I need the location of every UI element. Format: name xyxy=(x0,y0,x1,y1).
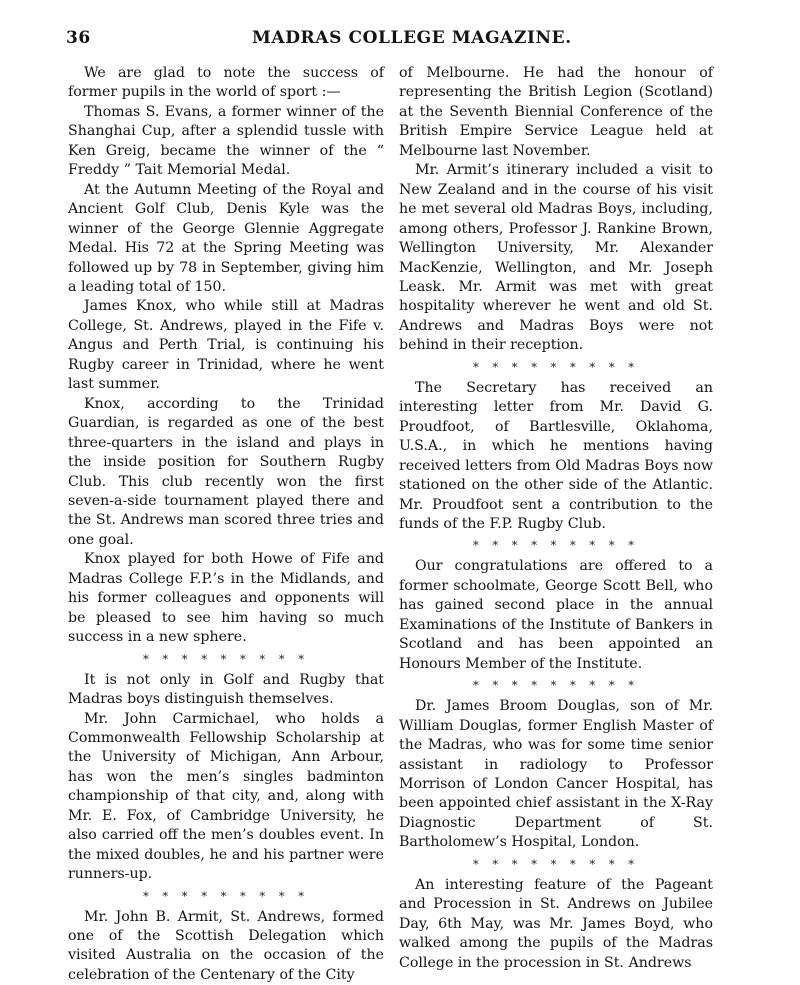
section-separator: * * * * * * * * * xyxy=(143,888,309,903)
paragraph: Our congratulations are offered to a former schoolmate, George Scott Bell, who has gained second place in the annual Examinations of the Institute of Bankers in Scotland and has been appointed an Honours Member of the Institute. xyxy=(399,558,713,672)
paragraph: James Knox, who while still at Madras College, St. Andrews, played in the Fife v. Angus and Perth Trial, is continuing his Rugby career in Trinidad, where he went last summer. xyxy=(68,298,384,393)
paragraph: Knox, according to the Trinidad Guardian, is regarded as one of the best three-quarters in the island and plays in the inside position for Southern Rugby Club. This club recently won the first seven-a-side tournament played there and the St. Andrews man scored three tries and one goal. xyxy=(68,395,384,548)
paragraph: It is not only in Golf and Rugby that Madras boys distinguish themselves. xyxy=(68,671,384,708)
paragraph: Mr. Armit’s itinerary included a visit to New Zealand and in the course of his visit he met several old Madras Boys, including, among others, Professor J. Rankine Brown, Wellington University, Mr. Alexander MacKenzie, Wellington, and Mr. Joseph Leask. Mr. Armit was met with great hospitality wherever he went and old St. Andrews and Madras Boys were not behind in their reception. xyxy=(399,162,713,354)
section-separator: * * * * * * * * * xyxy=(473,856,639,871)
section-separator: * * * * * * * * * xyxy=(143,651,309,666)
right-column xyxy=(399,64,713,971)
left-column xyxy=(68,64,384,983)
section-separator: * * * * * * * * * xyxy=(473,538,639,553)
paragraph: Mr. John Carmichael, who holds a Commonwealth Fellowship Scholarship at the University of Michigan, Ann Arbour, has won the men’s singles badminton championship of that city, and, along with Mr. E. Fox, of Cambridge University, he also carried off the men’s doubles event. In the mixed doubles, he and his partner were runners-up. xyxy=(68,710,384,883)
paragraph: An interesting feature of the Pageant and Procession in St. Andrews on Jubilee Day, 6th May, was Mr. James Boyd, who walked among the pupils of the Madras College in the procession in St. Andrews xyxy=(399,876,713,971)
paragraph-continued: of Melbourne. He had the honour of representing the British Legion (Scotland) at the Seventh Biennial Conference of the British Empire Service League held at Melbourne last November. xyxy=(399,65,713,159)
paragraph: Knox played for both Howe of Fife and Madras College F.P.’s in the Midlands, and his former colleagues and opponents will be pleased to see him having so much success in a new sphere. xyxy=(68,551,384,646)
paragraph: The Secretary has received an interesting letter from Mr. David G. Proudfoot, of Bartlesville, Oklahoma, U.S.A., in which he mentions having received letters from Old Madras Boys now stationed on the other side of the Atlantic. Mr. Proudfoot sent a contribution to the funds of the F.P. Rugby Club. xyxy=(399,379,713,532)
paragraph: Thomas S. Evans, a former winner of the Shanghai Cup, after a splendid tussle with Ken Greig, became the winner of the “ Freddy ” Tait Memorial Medal. xyxy=(68,103,384,179)
page-number: 36 xyxy=(66,28,91,48)
running-head: MADRAS COLLEGE MAGAZINE. xyxy=(252,28,572,48)
paragraph: Dr. James Broom Douglas, son of Mr. William Douglas, former English Master of the Madras, who was for some time senior assistant in radiology to Professor Morrison of London Cancer Hospital, has been appointed chief assistant in the X-Ray Diagnostic Department of St. Bartholomew’s Hospital, London. xyxy=(399,698,713,851)
page-header xyxy=(0,0,800,60)
section-separator: * * * * * * * * * xyxy=(473,359,639,374)
paragraph: We are glad to note the success of former pupils in the world of sport :— xyxy=(68,65,384,101)
paragraph: At the Autumn Meeting of the Royal and Ancient Golf Club, Denis Kyle was the winner of the George Glennie Aggregate Medal. His 72 at the Spring Meeting was followed up by 78 in September, giving him a leading total of 150. xyxy=(68,181,384,295)
paragraph: Mr. John B. Armit, St. Andrews, formed one of the Scottish Delegation which visited Australia on the occasion of the celebration of the Centenary of the City xyxy=(68,908,384,983)
section-separator: * * * * * * * * * xyxy=(473,678,639,693)
